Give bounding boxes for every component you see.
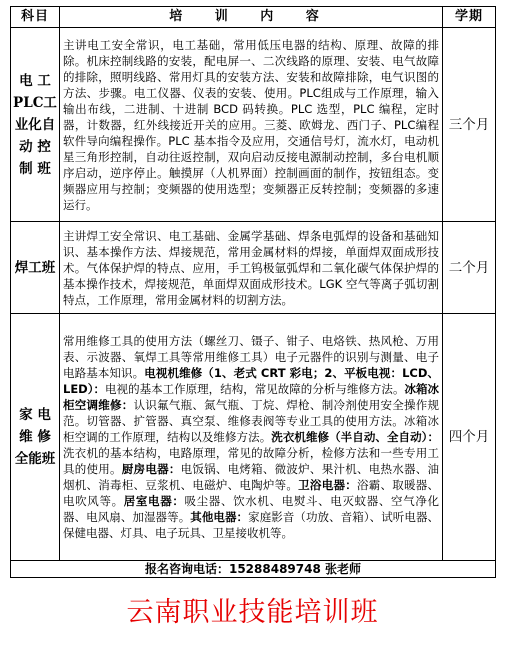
content-cell (60, 314, 443, 561)
subject-line: 电 工 (19, 72, 51, 89)
subject-line: 全能班 (14, 451, 56, 467)
content-text: 家庭影音（功放、音箱）、试听电器、保健电器、灯具、电子玩具、卫星接收机等。 (63, 510, 440, 540)
contact-info: 报名咨询电话：15288489748 张老师 (11, 561, 496, 578)
subject-line: 制 班 (19, 160, 51, 177)
subject-cell (11, 314, 60, 561)
table-row-welding (11, 222, 496, 314)
header-duration: 学期 (443, 7, 496, 28)
content-heading: 冰箱冰柜空调维修： (63, 382, 440, 412)
content-text: 电视的基本工作原理，结构，常见故障的分析与维修方法。 (105, 382, 405, 396)
content-cell (60, 222, 443, 314)
subject-line: 家 电 (19, 407, 51, 423)
subject-cell (11, 28, 60, 222)
header-content: 培 训 内 容 (60, 7, 443, 28)
content-text: 电饭锅、电烤箱、微波炉、果汁机、电热水器、油烟机、消毒柜、豆浆机、电磁炉、电陶炉等。 (63, 462, 440, 492)
content-text: 常用维修工具的使用方法（螺丝刀、镊子、钳子、电烙铁、热风枪、万用表、示波器、氧焊工具等常用维修工具）电子元器件的识别与测量、电子电路基本知识。 (63, 334, 439, 380)
table-row-electrician (11, 28, 496, 222)
course-table (10, 6, 496, 578)
content-cell (60, 28, 443, 222)
subject-line: 维 修 (19, 429, 51, 445)
content-text: 浴霸、取暖器、电吹风等。 (63, 478, 440, 508)
footer-title: 云南职业技能培训班 (126, 597, 379, 628)
header-subject: 科目 (11, 7, 60, 28)
content-heading: 厨房电器： (121, 462, 181, 476)
contact-row (11, 561, 496, 578)
subject-line: 业化自 (14, 116, 56, 133)
table-header-row (11, 7, 496, 28)
duration-cell: 四个月 (443, 314, 496, 561)
duration-cell: 二个月 (443, 222, 496, 314)
content-heading: 其他电器： (190, 510, 249, 524)
subject-cell (11, 222, 60, 314)
content-text: 认识氟气瓶、氮气瓶、丁烷、焊枪、制冷剂使用安全操作规范。切管器、扩管器、真空泵、维修表阀等专业工具的使用方法。冰箱冰柜空调的工作原理，结构以及维修方法。 (63, 398, 440, 444)
content-heading: 洗衣机维修（半自动、全自动）： (271, 430, 439, 444)
subject-line: PLC工 (13, 94, 57, 111)
subject-line: 焊工班 (14, 259, 56, 276)
content-text: 吸尘器、饮水机、电熨斗、电灭蚊器、空气净化器、电风扇、加湿器等。 (63, 494, 439, 524)
content-heading: 居室电器： (123, 494, 185, 508)
table-row-appliance (11, 314, 496, 561)
subject-line: 动 控 (19, 138, 51, 155)
content-text: 洗衣机的基本结构，电路原理，常见的故障分析，检修方法和一些专用工具的使用。 (63, 446, 439, 476)
content-heading: 卫浴电器： (298, 478, 357, 492)
content-text: 主讲焊工安全常识、电工基础、金属学基础、焊条电弧焊的设备和基础知识、基本操作方法、焊接规范，常用金属材料的焊接，单面焊双面成形技术。气体保护焊的特点、应用，手工钨极氩弧焊和二氧化碳气体保护焊的基本操作技术，焊接规范，单面焊双面成形技术。LGK 空气等离子弧切割特点，工作原理，常用金属材料的切割方法。 (63, 228, 439, 307)
content-text: 主讲电工安全常识，电工基础，常用低压电器的结构、原理、故障的排除。机床控制线路的安装，配电屏一、二次线路的原理、安装、电气故障的排除，照明线路、常用灯具的安装方法、安装和故障排除，电气识图的方法、步骤。电工仪器、仪表的安装、使用。PLC组成与工作原理，输入输出布线，二进制、十进制 BCD 码转换。PLC 选型，PLC 编程，定时器，计数器，红外线接近开关的应用。三菱、欧姆龙、西门子、PLC编程软件导向编程操作。PLC 基本指令及应用，交通信号灯，流水灯，电动机星三角形控制，自动往返控制，双向启动反接电源制动控制，多台电机顺序启动，逆序停止。触摸屏（人机界面）控制画面的制作，按钮组态。变频器应用与控制；变频器的使用选型；变频器正反转控制；变频器的多速运行。 (63, 37, 439, 212)
content-heading: 电视机维修（1、老式 CRT 彩电；2、平板电视：LCD、LED）： (63, 366, 440, 396)
duration-cell: 三个月 (443, 28, 496, 222)
